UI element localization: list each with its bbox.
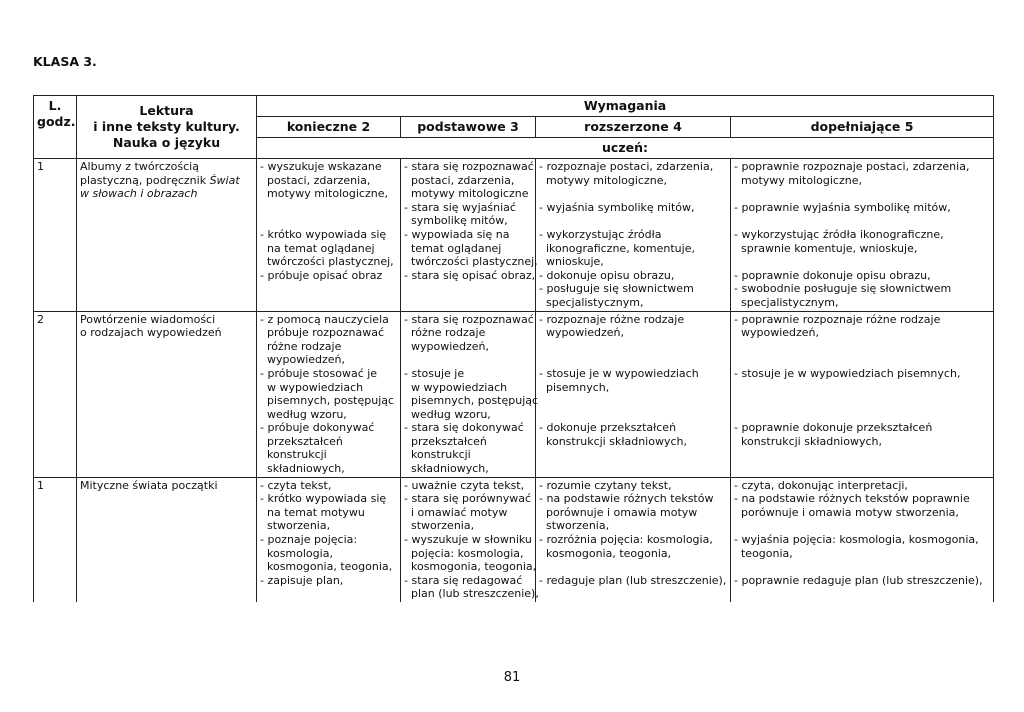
lesson-hours-cell: 1 xyxy=(34,159,77,312)
requirements-header: Wymagania xyxy=(257,96,994,117)
level-header-konieczne: konieczne 2 xyxy=(257,117,401,138)
requirement-line: stworzenia, xyxy=(260,519,331,533)
requirement-line: wypowiedzeń, xyxy=(734,326,820,340)
requirement-line: wypowiedzeń, xyxy=(539,326,625,340)
requirement-line: - redaguje plan (lub streszczenie), xyxy=(539,573,727,587)
requirement-cell-podstawowe xyxy=(401,159,536,312)
requirement-line: specjalistycznym, xyxy=(539,295,644,309)
spacer xyxy=(734,187,990,201)
curriculum-table xyxy=(33,95,994,602)
requirement-line: - poznaje pojęcia: xyxy=(260,533,358,547)
reading-line xyxy=(80,479,253,493)
page-number: 81 xyxy=(503,670,521,685)
lesson-hours-header-line2: godz. xyxy=(37,114,76,129)
requirement-line: - stara się porównywać xyxy=(404,492,532,506)
requirement-cell-rozszerzone xyxy=(536,159,731,312)
requirement-line: - czyta tekst, xyxy=(260,478,332,492)
requirement-line: - stara się opisać obraz, xyxy=(404,268,536,282)
spacer xyxy=(539,187,727,201)
lesson-hours-cell: 1 xyxy=(34,477,77,602)
table-body xyxy=(34,159,994,603)
requirement-line: kosmologia, xyxy=(260,546,333,560)
requirement-cell-dopelniajace xyxy=(731,477,994,602)
spacer xyxy=(734,394,990,408)
table-row xyxy=(34,477,994,602)
requirement-line: motywy mitologiczne, xyxy=(734,173,862,187)
requirement-line: konstrukcji xyxy=(404,448,471,462)
requirement-line: składniowych, xyxy=(260,462,345,476)
requirement-line: - rozpoznaje postaci, zdarzenia, xyxy=(539,160,714,173)
spacer xyxy=(404,353,532,367)
requirement-line: porównuje i omawia motyw xyxy=(539,505,698,519)
spacer xyxy=(734,340,990,354)
table-row xyxy=(34,311,994,477)
requirement-line: - krótko wypowiada się xyxy=(260,492,387,506)
spacer xyxy=(539,340,727,354)
requirement-line: - z pomocą nauczyciela xyxy=(260,312,389,326)
level-header-podstawowe: podstawowe 3 xyxy=(401,117,536,138)
requirement-line: - na podstawie różnych tekstów poprawnie xyxy=(734,492,970,506)
spacer xyxy=(539,560,727,574)
requirement-line: - stara się dokonywać xyxy=(404,421,524,435)
requirement-cell-podstawowe xyxy=(401,311,539,477)
requirement-line: - poprawnie redaguje plan (lub streszczenie), xyxy=(734,573,983,587)
reading-cell xyxy=(77,477,257,602)
requirement-line: - stosuje je w wypowiedziach xyxy=(539,366,699,380)
requirement-line: plan (lub streszczenie), xyxy=(404,587,539,601)
reading-line xyxy=(80,160,253,174)
requirement-line: - zapisuje plan, xyxy=(260,573,344,587)
requirement-line: - dokonuje opisu obrazu, xyxy=(539,268,675,282)
reading-line xyxy=(80,313,253,327)
requirement-line: - poprawnie rozpoznaje postaci, zdarzenia, xyxy=(734,160,970,173)
requirement-line: konstrukcji składniowych, xyxy=(734,434,882,448)
requirement-line: - dokonuje przekształceń xyxy=(539,421,677,435)
lesson-hours-header xyxy=(34,96,77,159)
table-header xyxy=(34,96,994,159)
requirement-line: sprawnie komentuje, wnioskuje, xyxy=(734,241,918,255)
requirement-line: motywy mitologiczne, xyxy=(260,187,388,201)
requirement-line: - rozpoznaje różne rodzaje xyxy=(539,312,685,326)
reading-line-text: plastyczną, podręcznik xyxy=(80,173,210,187)
reading-cell xyxy=(77,159,257,312)
requirement-line: przekształceń xyxy=(260,434,343,448)
reading-line xyxy=(80,174,253,188)
reading-line-text: o rodzajach wypowiedzeń xyxy=(80,326,222,340)
requirement-line: pojęcia: kosmologia, xyxy=(404,546,524,560)
requirement-line: - swobodnie posługuje się słownictwem xyxy=(734,282,952,296)
requirement-line: - posługuje się słownictwem xyxy=(539,282,694,296)
reading-line-italic: Świat xyxy=(209,173,240,187)
reading-line-text: w słowach i obrazach xyxy=(80,187,198,201)
spacer xyxy=(734,214,990,228)
requirement-line: - rozróżnia pojęcia: kosmologia, xyxy=(539,533,713,547)
spacer xyxy=(734,381,990,395)
spacer xyxy=(734,519,990,533)
level-header-rozszerzone: rozszerzone 4 xyxy=(536,117,731,138)
reading-line xyxy=(80,326,253,340)
requirement-line: konstrukcji xyxy=(260,448,327,462)
requirement-cell-dopelniajace xyxy=(731,159,994,312)
requirement-line: teogonia, xyxy=(734,546,793,560)
requirement-line: - czyta, dokonując interpretacji, xyxy=(734,478,908,492)
requirement-line: - wypowiada się na xyxy=(404,227,510,241)
requirement-line: - wyszukuje w słowniku xyxy=(404,533,532,547)
reading-header xyxy=(77,96,257,159)
requirement-line: według wzoru, xyxy=(404,407,491,421)
requirement-line: postaci, zdarzenia, xyxy=(260,173,371,187)
requirement-line: postaci, zdarzenia, xyxy=(404,173,515,187)
spacer xyxy=(734,560,990,574)
requirement-line: motywy mitologiczne, xyxy=(539,173,667,187)
requirement-cell-konieczne xyxy=(257,477,401,602)
lesson-hours-header-line1: L. xyxy=(48,98,62,113)
requirement-cell-rozszerzone xyxy=(536,477,731,602)
requirement-line: - wykorzystując źródła xyxy=(539,227,662,241)
requirement-line: na temat motywu xyxy=(260,505,365,519)
requirement-line: - stosuje je xyxy=(404,366,465,380)
requirement-line: - poprawnie dokonuje opisu obrazu, xyxy=(734,268,931,282)
requirement-line: na temat oglądanej xyxy=(260,241,375,255)
requirement-line: - uważnie czyta tekst, xyxy=(404,478,525,492)
spacer xyxy=(734,353,990,367)
class-heading: KLASA 3. xyxy=(33,54,97,69)
requirement-line: próbuje rozpoznawać xyxy=(260,326,385,340)
requirement-cell-konieczne xyxy=(257,311,401,477)
requirement-line: w wypowiedziach xyxy=(260,380,364,394)
requirement-line: - krótko wypowiada się xyxy=(260,227,387,241)
requirement-line: i omawiać motyw xyxy=(404,505,508,519)
requirement-line: - próbuje dokonywać xyxy=(260,421,375,435)
requirement-line: - stara się rozpoznawać xyxy=(404,312,534,326)
requirement-line: - poprawnie wyjaśnia symbolikę mitów, xyxy=(734,200,951,214)
spacer xyxy=(539,353,727,367)
requirement-line: - stara się rozpoznawać xyxy=(404,160,534,173)
requirement-line: - próbuje opisać obraz xyxy=(260,268,383,282)
requirement-line: ikonograficzne, komentuje, xyxy=(539,241,695,255)
spacer xyxy=(260,214,397,228)
requirement-line: - stosuje je w wypowiedziach pisemnych, xyxy=(734,366,961,380)
requirement-line: pisemnych, postępując xyxy=(260,394,395,408)
spacer xyxy=(734,255,990,269)
requirement-cell-podstawowe xyxy=(401,477,539,602)
lesson-hours-cell: 2 xyxy=(34,311,77,477)
requirement-line: porównuje i omawia motyw stworzenia, xyxy=(734,505,959,519)
reading-header-line: i inne teksty kultury. xyxy=(93,119,240,134)
requirement-line: kosmogonia, teogonia, xyxy=(260,560,393,574)
spacer xyxy=(539,214,727,228)
requirement-line: twórczości plastycznej, xyxy=(404,255,538,269)
requirement-cell-konieczne xyxy=(257,159,401,312)
reading-line-text: Mityczne świata początki xyxy=(80,478,218,492)
requirement-line: - próbuje stosować je xyxy=(260,366,378,380)
requirement-line: pisemnych, postępując xyxy=(404,394,539,408)
requirement-cell-dopelniajace xyxy=(731,311,994,477)
spacer xyxy=(734,408,990,422)
requirement-line: specjalistycznym, xyxy=(734,295,839,309)
requirement-line: konstrukcji składniowych, xyxy=(539,434,687,448)
requirement-line: stworzenia, xyxy=(404,519,475,533)
requirement-line: - stara się wyjaśniać xyxy=(404,200,516,214)
requirement-line: wypowiedzeń, xyxy=(404,339,490,353)
requirement-line: - wykorzystując źródła ikonograficzne, xyxy=(734,227,944,241)
requirement-line: przekształceń xyxy=(404,434,487,448)
requirement-line: temat oglądanej xyxy=(404,241,502,255)
student-header: uczeń: xyxy=(257,138,994,159)
reading-header-line: Nauka o języku xyxy=(112,135,221,150)
requirement-line: kosmogonia, teogonia, xyxy=(404,560,537,574)
requirement-line: składniowych, xyxy=(404,462,489,476)
requirement-line: stworzenia, xyxy=(539,519,610,533)
requirement-line: - rozumie czytany tekst, xyxy=(539,478,672,492)
spacer xyxy=(260,201,397,215)
spacer xyxy=(539,394,727,408)
requirement-line: według wzoru, xyxy=(260,407,347,421)
requirement-line: różne rodzaje xyxy=(260,339,342,353)
reading-line-text: Albumy z twórczością xyxy=(80,160,199,173)
requirement-line: - wyjaśnia pojęcia: kosmologia, kosmogonia, xyxy=(734,533,979,547)
requirement-line: pisemnych, xyxy=(539,380,610,394)
table-row xyxy=(34,159,994,312)
requirement-line: w wypowiedziach xyxy=(404,380,508,394)
requirement-line: - stara się redagować xyxy=(404,573,523,587)
reading-header-line: Lektura xyxy=(139,103,194,118)
requirement-line: - wyjaśnia symbolikę mitów, xyxy=(539,200,695,214)
reading-line-text: Powtórzenie wiadomości xyxy=(80,312,216,326)
spacer xyxy=(539,408,727,422)
requirement-line: symbolikę mitów, xyxy=(404,214,508,228)
requirement-line: wnioskuje, xyxy=(539,255,604,269)
reading-cell xyxy=(77,311,257,477)
requirement-line: twórczości plastycznej, xyxy=(260,255,394,269)
requirement-line: - poprawnie rozpoznaje różne rodzaje xyxy=(734,312,941,326)
requirement-line: motywy mitologiczne xyxy=(404,187,529,201)
level-header-dopelniajace: dopełniające 5 xyxy=(731,117,994,138)
requirement-line: - na podstawie różnych tekstów xyxy=(539,492,714,506)
requirement-line: różne rodzaje xyxy=(404,326,486,340)
requirement-line: kosmogonia, teogonia, xyxy=(539,546,672,560)
reading-line xyxy=(80,187,253,201)
requirement-line: - wyszukuje wskazane xyxy=(260,160,382,173)
requirement-line: - poprawnie dokonuje przekształceń xyxy=(734,421,933,435)
requirement-cell-rozszerzone xyxy=(536,311,731,477)
requirement-line: wypowiedzeń, xyxy=(260,353,346,367)
